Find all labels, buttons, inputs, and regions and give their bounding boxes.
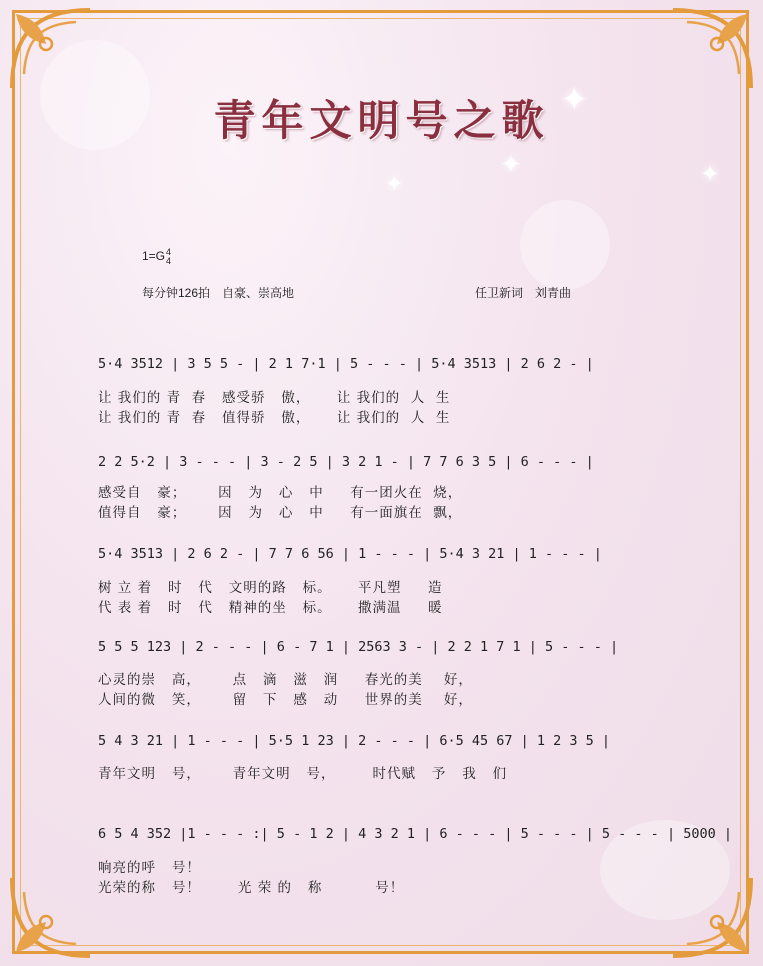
- corner-ornament-icon: [6, 4, 96, 94]
- corner-ornament-icon: [6, 872, 96, 962]
- sparkle-icon: ✦: [560, 80, 589, 120]
- notation-line: 6 5 4 352 |1 - - - :| 5 - 1 2 | 4 3 2 1 | 6 - - - | 5 - - - | 5 - - - | 5000 |: [98, 826, 732, 842]
- corner-ornament-icon: [667, 4, 757, 94]
- lyric-line: 树 立 着 时 代 文明的路 标。 平凡塑 造: [98, 580, 443, 596]
- notation-line: 5 5 5 123 | 2 - - - | 6 - 7 1 | 2563 3 - | 2 2 1 7 1 | 5 - - - |: [98, 639, 619, 655]
- song-title: 青年文明号之歌: [213, 96, 550, 145]
- time-numerator: 4: [166, 247, 172, 257]
- time-signature: [166, 248, 171, 266]
- tempo-marking: 每分钟126拍 自豪、崇高地: [142, 286, 295, 300]
- key-prefix: 1=G: [142, 249, 166, 264]
- lyric-line: 让 我们的 青 春 值得骄 傲， 让 我们的 人 生: [98, 410, 451, 426]
- lyric-line: 代 表 着 时 代 精神的坐 标。 撒满温 暖: [98, 600, 443, 616]
- lyric-line: 光荣的称 号！ 光 荣 的 称 号！: [98, 880, 405, 896]
- sparkle-icon: ✦: [385, 172, 404, 197]
- lyric-line: 让 我们的 青 春 感受骄 傲， 让 我们的 人 生: [98, 390, 451, 406]
- lyric-line: 青年文明 号， 青年文明 号， 时代赋 予 我 们: [98, 766, 508, 782]
- lyric-line: 心灵的崇 高， 点 滴 滋 润 春光的美 好，: [98, 672, 473, 688]
- lyric-line: 人间的微 笑， 留 下 感 动 世界的美 好，: [98, 692, 473, 708]
- lyric-line: 值得自 豪； 因 为 心 中 有一面旗在 飘，: [98, 505, 463, 521]
- corner-ornament-icon: [667, 872, 757, 962]
- notation-line: 2 2 5·2 | 3 - - - | 3 - 2 5 | 3 2 1 - | 7 7 6 3 5 | 6 - - - |: [98, 454, 594, 470]
- notation-line: 5·4 3512 | 3 5 5 - | 2 1 7·1 | 5 - - - | 5·4 3513 | 2 6 2 - |: [98, 356, 594, 372]
- sparkle-icon: ✦: [700, 160, 721, 188]
- credits: 任卫新词 刘青曲: [475, 286, 572, 300]
- time-denominator: 4: [166, 256, 172, 266]
- notation-line: 5 4 3 21 | 1 - - - | 5·5 1 23 | 2 - - - | 6·5 45 67 | 1 2 3 5 |: [98, 733, 611, 749]
- sparkle-icon: ✦: [500, 150, 522, 180]
- notation-line: 5·4 3513 | 2 6 2 - | 7 7 6 56 | 1 - - - | 5·4 3 21 | 1 - - - |: [98, 546, 602, 562]
- key-signature: [142, 248, 171, 266]
- lyric-line: 感受自 豪； 因 为 心 中 有一团火在 烧，: [98, 485, 463, 501]
- lyric-line: 响亮的呼 号！: [98, 860, 201, 876]
